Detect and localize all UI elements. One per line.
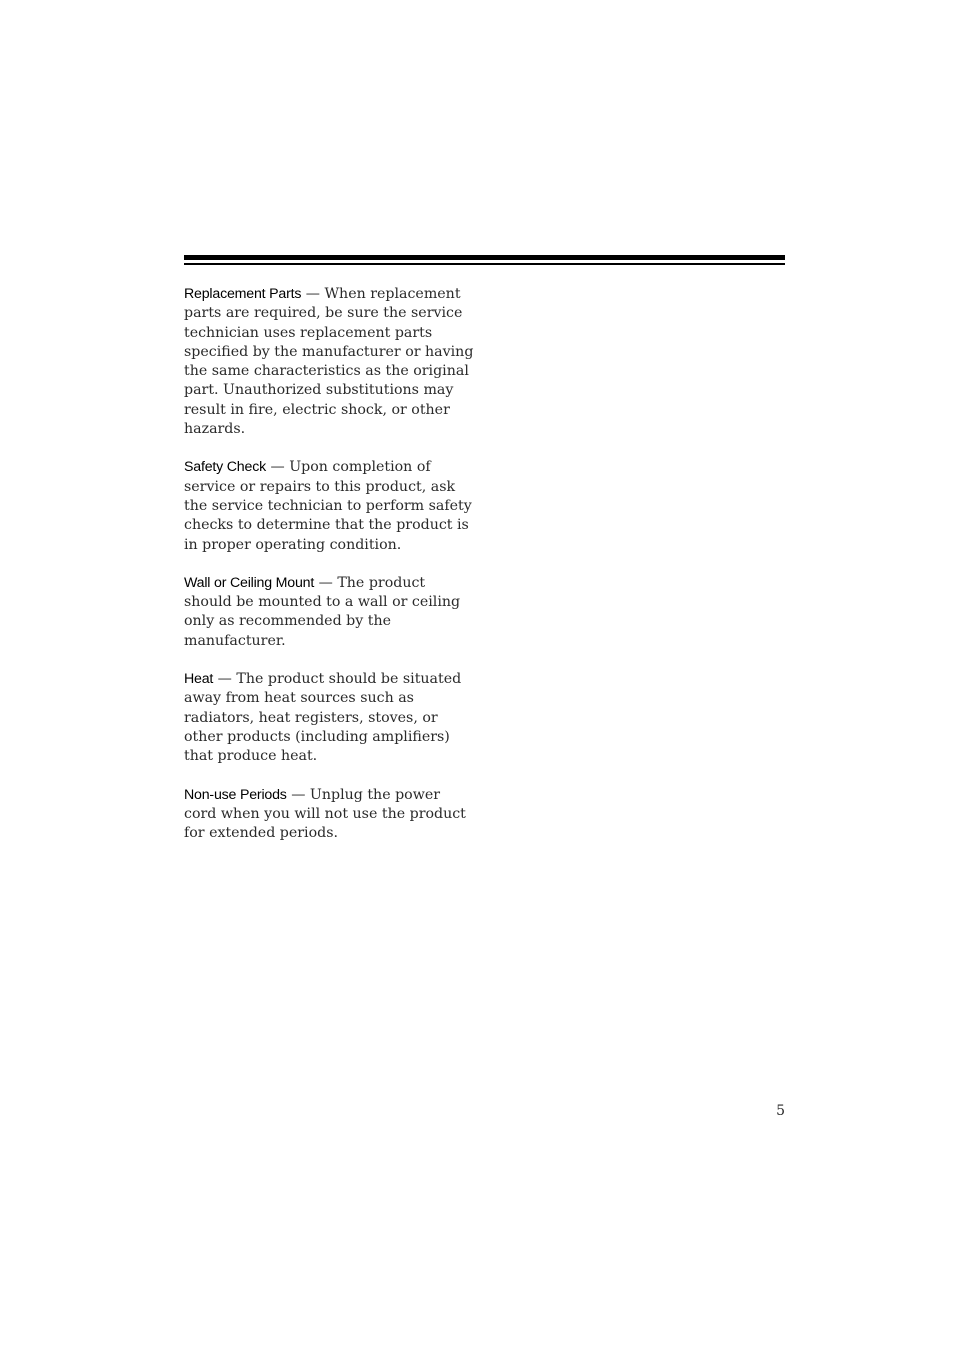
section-replacement-parts: Replacement Parts — When replacement parts are required, be sure the service technician uses replacement parts specified by the manufacturer or having the same characteristics as the original part. Unauthorized substitutions may result in fire, electric shock, or other hazards.: [184, 286, 474, 438]
section-term: Heat: [184, 671, 214, 688]
section-text: Upon completion of service or repairs to this product, ask the service technician to perform safety checks to determine that the product is in proper operating condition.: [184, 459, 472, 553]
section-term: Safety Check: [184, 459, 266, 476]
page-number: 5: [776, 1103, 785, 1119]
section-text: When replacement parts are required, be sure the service technician uses replacement parts specified by the manufacturer or having the same characteristics as the original part. Unauthorized substitutions may result in fire, electric shock, or other hazards.: [184, 286, 474, 438]
section-term: Wall or Ceiling Mount: [184, 574, 315, 591]
header-rule-thick: [184, 255, 785, 260]
section-term: Replacement Parts: [184, 286, 302, 302]
section-term: Non-use Periods: [184, 786, 287, 803]
section-non-use-periods: Non-use Periods — Unplug the power cord when you will not use the product for extended periods.: [184, 786, 466, 842]
section-text: The product should be mounted to a wall or ceiling only as recommended by the manufacturer.: [184, 574, 461, 649]
section-text: Unplug the power cord when you will not use the product for extended periods.: [184, 786, 466, 842]
safety-instructions: [184, 285, 474, 862]
section-heat: Heat — The product should be situated away from heat sources such as radiators, heat registers, stoves, or other products (including amplifiers) that produce heat.: [184, 671, 462, 765]
section-safety-check: Safety Check — Upon completion of service or repairs to this product, ask the service technician to perform safety checks to determine that the product is in proper operating condition.: [184, 459, 472, 553]
section-wall-or-ceiling-mount: Wall or Ceiling Mount — The product should be mounted to a wall or ceiling only as recommended by the manufacturer.: [184, 574, 461, 649]
section-text: The product should be situated away from heat sources such as radiators, heat registers, stoves, or other products (including amplifiers) that produce heat.: [184, 671, 462, 765]
header-rule-thin: [184, 263, 785, 265]
